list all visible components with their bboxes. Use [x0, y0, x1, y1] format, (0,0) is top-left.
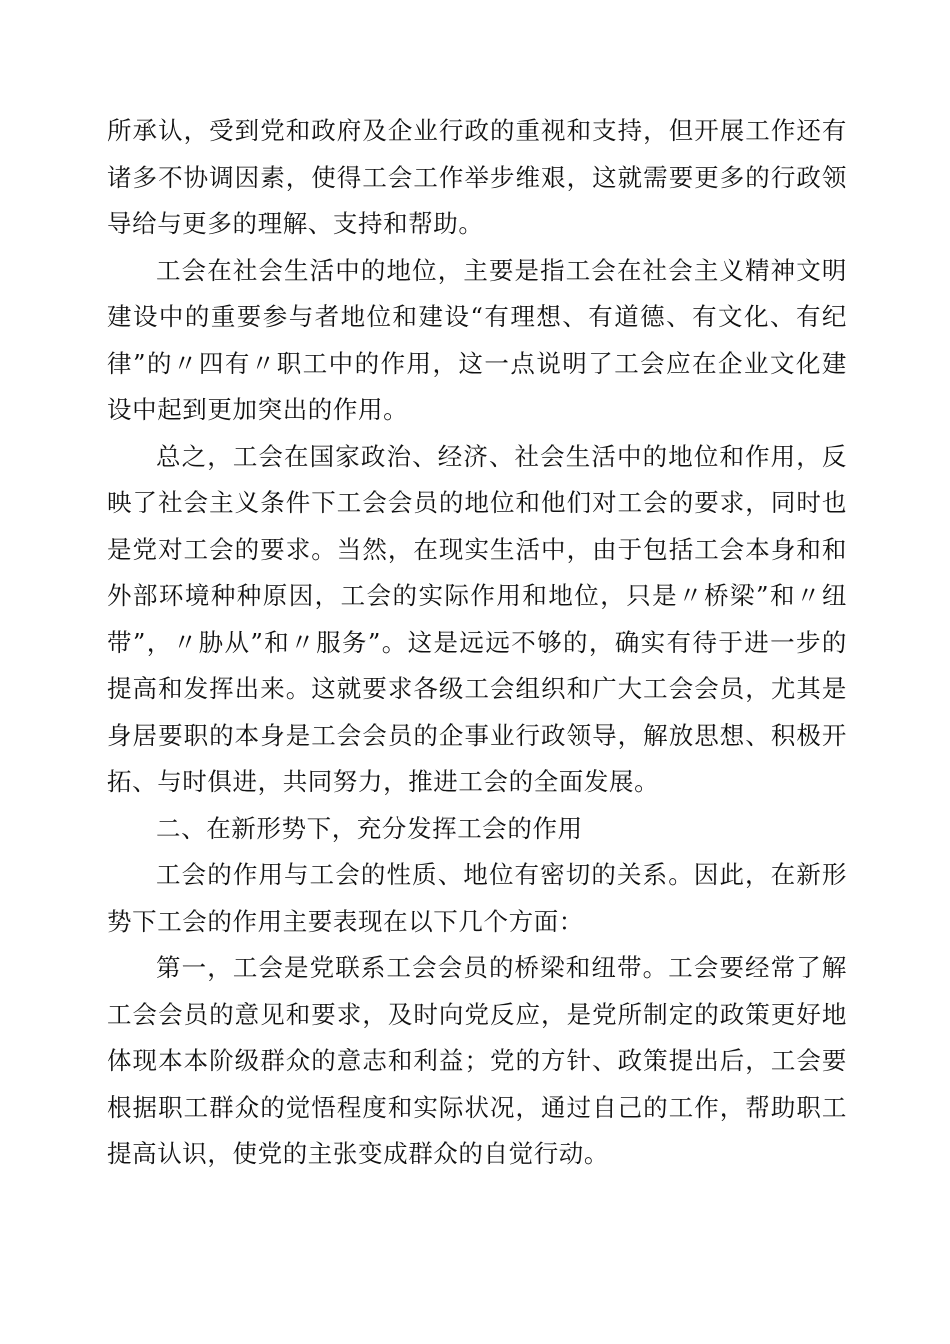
section-heading: 二、在新形势下，充分发挥工会的作用 — [156, 813, 583, 843]
paragraph-continuation: 所承认，受到党和政府及企业行政的重视和支持，但开展工作还有诸多不协调因素，使得工会工作举步维艰，这就需要更多的行政领导给与更多的理解、支持和帮助。 — [107, 116, 847, 238]
paragraph-summary: 总之，工会在国家政治、经济、社会生活中的地位和作用，反映了社会主义条件下工会会员的地位和他们对工会的要求，同时也是党对工会的要求。当然，在现实生活中，由于包括工会本身和和外部环境种种原因，工会的实际作用和地位，只是〃桥梁”和〃纽带”，〃胁从”和〃服务”。这是远远不够的，确实有待于进一步的提高和发挥出来。这就要求各级工会组织和广大工会会员，尤其是身居要职的本身是工会会员的企事业行政领导，解放思想、积极开拓、与时俱进，共同努力，推进工会的全面发展。 — [107, 441, 847, 796]
paragraph-social-status: 工会在社会生活中的地位，主要是指工会在社会主义精神文明建设中的重要参与者地位和建设“有理想、有道德、有文化、有纪律”的〃四有〃职工中的作用，这一点说明了工会应在企业文化建设中起到更加突出的作用。 — [107, 255, 847, 424]
paragraph-intro: 工会的作用与工会的性质、地位有密切的关系。因此，在新形势下工会的作用主要表现在以下几个方面： — [107, 860, 847, 936]
document-page — [107, 108, 847, 1178]
paragraph-first-point: 第一，工会是党联系工会会员的桥梁和纽带。工会要经常了解工会会员的意见和要求，及时向党反应，是党所制定的政策更好地体现本本阶级群众的意志和利益；党的方针、政策提出后，工会要根据职工群众的觉悟程度和实际状况，通过自己的工作，帮助职工提高认识，使党的主张变成群众的自觉行动。 — [107, 953, 847, 1168]
